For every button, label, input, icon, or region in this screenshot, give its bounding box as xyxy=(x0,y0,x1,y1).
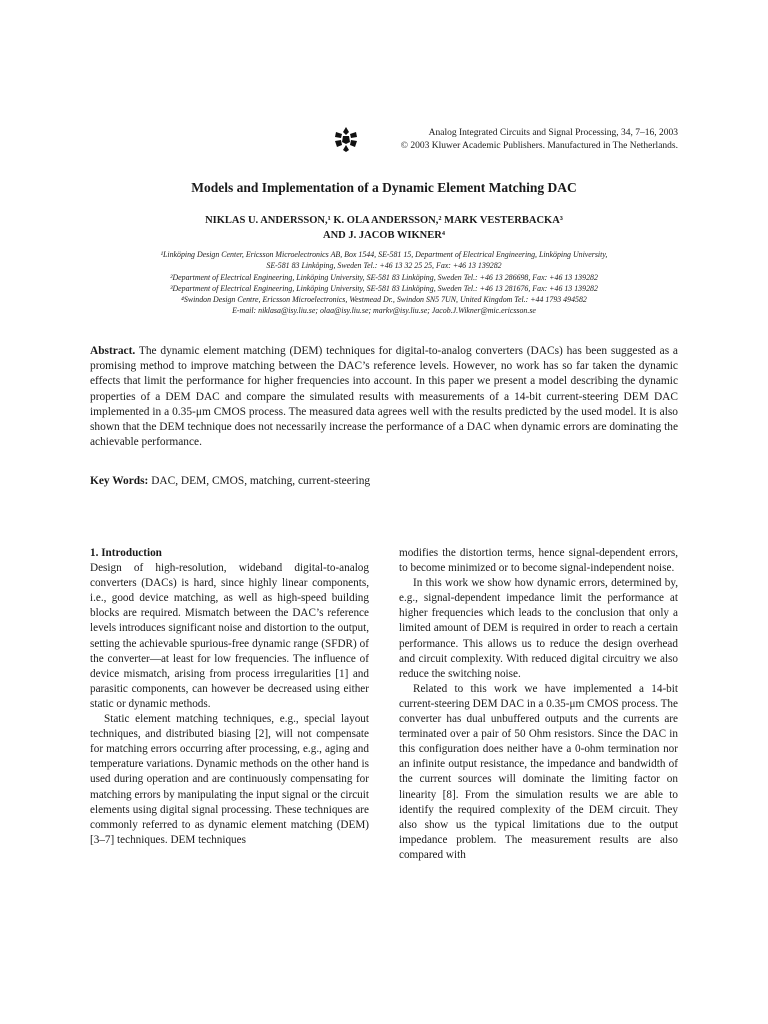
author-list xyxy=(0,213,768,243)
copyright-notice: © 2003 Kluwer Academic Publishers. Manufactured in The Netherlands. xyxy=(400,141,678,151)
affiliation-line: ³Department of Electrical Engineering, Linköping University, SE-581 83 Linköping, Sweden Tel.: +46 13 281676, Fax: +46 13 139282 xyxy=(170,283,598,293)
paper-title: Models and Implementation of a Dynamic Element Matching DAC xyxy=(191,180,577,195)
keywords-label: Key Words: xyxy=(90,475,149,487)
paragraph: modifies the distortion terms, hence signal-dependent errors, to become minimized or to become signal-independent noise. xyxy=(399,547,678,575)
abstract xyxy=(90,344,678,450)
affiliation-line: ²Department of Electrical Engineering, Linköping University, SE-581 83 Linköping, Sweden Tel.: +46 13 286698, Fax: +46 13 139282 xyxy=(170,272,598,282)
keywords-text: DAC, DEM, CMOS, matching, current-steering xyxy=(151,475,371,487)
author-line-1: NIKLAS U. ANDERSSON,¹ K. OLA ANDERSSON,² MARK VESTERBACKA³ xyxy=(205,215,563,226)
paragraph: Design of high-resolution, wideband digital-to-analog converters (DACs) is hard, since highly linear components, i.e., good device matching, as well as high-speed building blocks are required. Mismatch between the DAC’s reference levels introduces significant noise and distortion to the output, setting the achievable spurious-free dynamic range (SFDR) of the converter—at least for low frequencies. The influence of device mismatch, arising from process irregularities [1] and parasitic components, can however be decreased using either static or dynamic methods. xyxy=(90,562,369,710)
keywords xyxy=(90,474,678,489)
email-line: E-mail: niklasa@isy.liu.se; olaa@isy.liu.se; markv@isy.liu.se; Jacob.J.Wikner@mic.ericsson.se xyxy=(232,306,536,316)
paragraph: Related to this work we have implemented a 14-bit current-steering DEM DAC in a 0.35-μm CMOS process. The converter has dual unbuffered outputs and the currents are terminated over a pair of 50 Ohm resistors. Since the DAC in this configuration does neither have a 0-ohm termination nor an infinite output resistance, the impedance and bandwidth of the current sources will dominate the limiting factor on linearity [8]. From the simulation results we are able to identify the required complexity of the DEM circuit. They also show us the typical limitations due to the output impedance problem. The measurement results are also compared with xyxy=(399,682,678,861)
affiliation-line: ¹Linköping Design Center, Ericsson Microelectronics AB, Box 1544, SE-581 15, Department of Electrical Engineering, Linköping University, xyxy=(160,250,608,259)
affiliation-line: ⁴Swindon Design Centre, Ericsson Microelectronics, Westmead Dr., Swindon SN5 7UN, United Kingdom Tel.: +44 1793 494582 xyxy=(181,295,587,305)
journal-header xyxy=(348,127,678,153)
paragraph: Static element matching techniques, e.g., special layout techniques, and distributed biasing [2], will not compensate for matching errors occurring after processing, e.g., aging and temperature variations. Dynamic methods on the other hand is used during operation and are continuously compensating for matching errors by manipulating the input signal or the circuit elements using digital signal processing. These techniques are commonly referred to as dynamic element matching (DEM) [3–7] techniques. DEM techniques xyxy=(90,713,369,846)
abstract-label: Abstract. xyxy=(90,345,136,357)
affiliations xyxy=(0,249,768,317)
section-heading: 1. Introduction xyxy=(90,547,162,559)
abstract-text: The dynamic element matching (DEM) techniques for digital-to-analog converters (DACs) has been suggested as a promising method to improve matching between the DAC’s reference levels. However, no work has so far taken the dynamic effects that limit the performance for higher frequencies into account. In this paper we present a model describing the dynamic properties of a DEM DAC and compare the simulated results with measurements of a 14-bit current-steering DEM DAC implemented in a 0.35-μm CMOS process. The measured data agrees well with the results predicted by the used model. It is also shown that the DEM technique does not necessarily increase the performance of a DAC when dynamic errors are dominating the achievable performance. xyxy=(90,345,679,449)
affiliation-line: SE-581 83 Linköping, Sweden Tel.: +46 13 32 25 25, Fax: +46 13 139282 xyxy=(266,261,502,271)
left-column xyxy=(90,546,369,848)
journal-citation: Analog Integrated Circuits and Signal Processing, 34, 7–16, 2003 xyxy=(428,128,678,138)
author-line-2: AND J. JACOB WIKNER⁴ xyxy=(323,230,445,241)
right-column xyxy=(399,546,678,863)
paragraph: In this work we show how dynamic errors, determined by, e.g., signal-dependent impedance limit the performance at higher frequencies which leads to the conclusion that only a limited amount of DEM is required in order to reach a certain performance. This allows us to reduce the design overhead and circuit complexity. With reduced digital circuitry we also reduce the switching noise. xyxy=(399,577,678,680)
